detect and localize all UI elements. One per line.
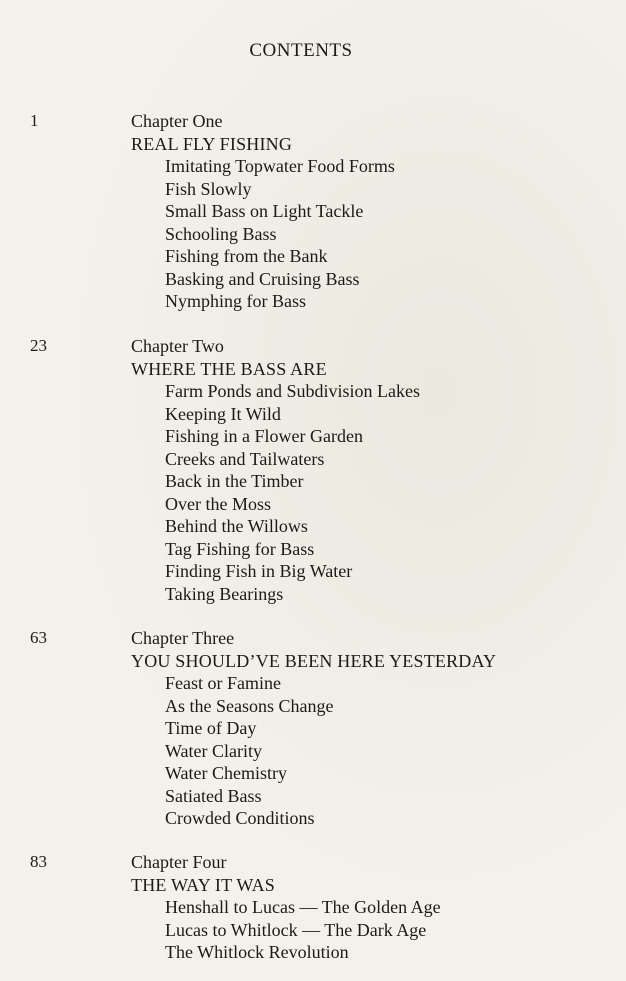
toc-entry: Over the Moss <box>165 493 271 514</box>
chapter-entries <box>165 896 441 964</box>
chapter-title: THE WAY IT WAS <box>131 874 275 895</box>
chapter-title: REAL FLY FISHING <box>131 133 293 154</box>
toc-entry: Creeks and Tailwaters <box>165 448 325 469</box>
toc-entry: Finding Fish in Big Water <box>165 561 353 581</box>
toc-entry: Back in the Timber <box>165 471 304 491</box>
toc-entry: Henshall to Lucas — The Golden Age <box>165 897 441 917</box>
toc-entry: Water Chemistry <box>165 763 288 783</box>
toc-entry: Fish Slowly <box>165 178 252 199</box>
chapter-entries <box>165 672 333 830</box>
chapter-label: Chapter One <box>131 111 223 131</box>
toc-entry: Schooling Bass <box>165 223 277 244</box>
page-title: CONTENTS <box>249 40 353 61</box>
toc-entry: Fishing from the Bank <box>165 246 328 266</box>
toc-entry: Keeping It Wild <box>165 403 281 424</box>
toc-entry: Fishing in a Flower Garden <box>165 426 363 446</box>
chapter-label: Chapter Two <box>131 336 224 356</box>
chapter-title: WHERE THE BASS ARE <box>131 358 327 379</box>
toc-entry: Small Bass on Light Tackle <box>165 201 364 221</box>
chapter-page-number: 83 <box>30 852 47 871</box>
chapter-title: YOU SHOULD’VE BEEN HERE YESTERDAY <box>131 650 497 671</box>
toc-entry: Farm Ponds and Subdivision Lakes <box>165 381 420 401</box>
toc-entry: Taking Bearings <box>165 583 284 604</box>
toc-entry: Basking and Cruising Bass <box>165 268 360 289</box>
toc-entry: Satiated Bass <box>165 785 262 806</box>
chapter-page-number: 23 <box>30 336 47 355</box>
chapter-page-number: 1 <box>30 111 39 130</box>
chapter-entries <box>165 380 420 605</box>
chapter-page-number: 63 <box>30 628 47 647</box>
chapter-label: Chapter Four <box>131 852 227 872</box>
toc-entry: As the Seasons Change <box>165 695 334 716</box>
toc-entry: Water Clarity <box>165 740 263 761</box>
toc-entry: Feast or Famine <box>165 673 281 693</box>
toc-entry: Crowded Conditions <box>165 808 315 828</box>
chapter-label: Chapter Three <box>131 628 235 648</box>
toc-entry: Tag Fishing for Bass <box>165 538 315 559</box>
toc-entry: Imitating Topwater Food Forms <box>165 156 395 176</box>
toc-entry: Time of Day <box>165 718 257 738</box>
toc-entry: Behind the Willows <box>165 516 308 536</box>
chapter-entries <box>165 155 395 313</box>
toc-entry: The Whitlock Revolution <box>165 942 349 962</box>
toc-entry: Lucas to Whitlock — The Dark Age <box>165 919 427 940</box>
toc-entry: Nymphing for Bass <box>165 291 306 311</box>
